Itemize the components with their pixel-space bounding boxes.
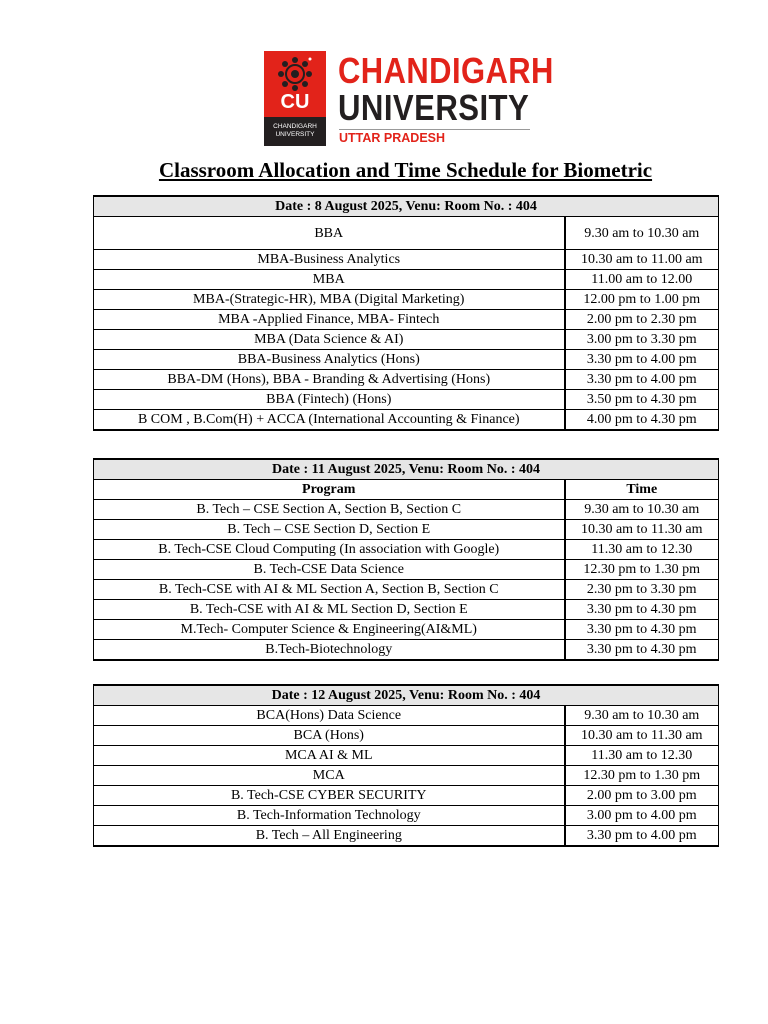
table-row — [94, 826, 719, 847]
time-cell: 10.30 am to 11.30 am — [565, 520, 719, 540]
schedule-table-aug-12 — [93, 684, 719, 847]
time-cell: 3.50 pm to 4.30 pm — [565, 390, 719, 410]
date-heading: Date : 12 August 2025, Venu: Room No. : 404 — [94, 685, 719, 706]
table-row — [94, 270, 719, 290]
time-cell: 3.30 pm to 4.00 pm — [565, 370, 719, 390]
program-cell: BBA-DM (Hons), BBA - Branding & Advertising (Hons) — [94, 370, 565, 390]
table-row — [94, 330, 719, 350]
program-cell: MCA AI & ML — [94, 746, 565, 766]
time-cell: 2.30 pm to 3.30 pm — [565, 580, 719, 600]
date-heading: Date : 8 August 2025, Venu: Room No. : 404 — [94, 196, 719, 217]
time-column-header: Time — [565, 480, 719, 500]
university-logo — [264, 50, 554, 146]
program-cell: B COM , B.Com(H) + ACCA (International Accounting & Finance) — [94, 410, 565, 431]
program-cell: B. Tech-CSE Data Science — [94, 560, 565, 580]
program-cell: BBA-Business Analytics (Hons) — [94, 350, 565, 370]
table-row — [94, 806, 719, 826]
logo-initials: CU — [280, 91, 310, 113]
table-row — [94, 640, 719, 661]
table-row — [94, 620, 719, 640]
logo-divider — [339, 129, 530, 130]
time-cell: 9.30 am to 10.30 am — [565, 217, 719, 250]
table-row — [94, 706, 719, 726]
program-cell: B.Tech-Biotechnology — [94, 640, 565, 661]
time-cell: 2.00 pm to 2.30 pm — [565, 310, 719, 330]
program-cell: MBA (Data Science & AI) — [94, 330, 565, 350]
table-row — [94, 726, 719, 746]
table-row — [94, 250, 719, 270]
time-cell: 4.00 pm to 4.30 pm — [565, 410, 719, 431]
table-row — [94, 786, 719, 806]
time-cell: 10.30 am to 11.00 am — [565, 250, 719, 270]
time-cell: 12.30 pm to 1.30 pm — [565, 560, 719, 580]
program-cell: MBA -Applied Finance, MBA- Fintech — [94, 310, 565, 330]
time-cell: 3.00 pm to 3.30 pm — [565, 330, 719, 350]
column-header-row — [94, 480, 719, 500]
program-cell: MCA — [94, 766, 565, 786]
date-heading: Date : 11 August 2025, Venu: Room No. : 404 — [94, 459, 719, 480]
table-row — [94, 540, 719, 560]
date-row — [94, 459, 719, 480]
program-cell: BCA(Hons) Data Science — [94, 706, 565, 726]
program-cell: BBA — [94, 217, 565, 250]
time-cell: 3.30 pm to 4.00 pm — [565, 826, 719, 847]
table-row — [94, 350, 719, 370]
table-row — [94, 370, 719, 390]
schedule-table-aug-8 — [93, 195, 719, 431]
logo-name-line2: UNIVERSITY — [338, 87, 530, 128]
table-row — [94, 600, 719, 620]
time-cell: 11.00 am to 12.00 — [565, 270, 719, 290]
program-cell: B. Tech-CSE with AI & ML Section D, Section E — [94, 600, 565, 620]
table-row — [94, 746, 719, 766]
time-cell: 12.30 pm to 1.30 pm — [565, 766, 719, 786]
logo-sub-line2: UNIVERSITY — [275, 131, 315, 138]
table-row — [94, 766, 719, 786]
logo-sub-line1: CHANDIGARH — [273, 123, 317, 130]
table-row — [94, 560, 719, 580]
table-row — [94, 217, 719, 250]
program-cell: M.Tech- Computer Science & Engineering(AI&ML) — [94, 620, 565, 640]
logo-name-line1: CHANDIGARH — [338, 50, 554, 91]
date-row — [94, 685, 719, 706]
time-cell: 3.30 pm to 4.30 pm — [565, 640, 719, 661]
table-row — [94, 520, 719, 540]
program-column-header: Program — [94, 480, 565, 500]
table-row — [94, 410, 719, 431]
program-cell: BCA (Hons) — [94, 726, 565, 746]
logo-emblem-box — [264, 51, 326, 146]
cu-emblem-icon — [277, 56, 313, 92]
table-row — [94, 500, 719, 520]
time-cell: 3.30 pm to 4.00 pm — [565, 350, 719, 370]
program-cell: B. Tech – CSE Section D, Section E — [94, 520, 565, 540]
time-cell: 11.30 am to 12.30 — [565, 746, 719, 766]
time-cell: 10.30 am to 11.30 am — [565, 726, 719, 746]
program-cell: B. Tech – CSE Section A, Section B, Section C — [94, 500, 565, 520]
page-title: Classroom Allocation and Time Schedule for Biometric — [158, 158, 653, 182]
time-cell: 2.00 pm to 3.00 pm — [565, 786, 719, 806]
table-row — [94, 580, 719, 600]
time-cell: 11.30 am to 12.30 — [565, 540, 719, 560]
program-cell: B. Tech – All Engineering — [94, 826, 565, 847]
logo-campus: UTTAR PRADESH — [339, 131, 446, 145]
time-cell: 12.00 pm to 1.00 pm — [565, 290, 719, 310]
time-cell: 3.30 pm to 4.30 pm — [565, 620, 719, 640]
program-cell: B. Tech-Information Technology — [94, 806, 565, 826]
program-cell: B. Tech-CSE with AI & ML Section A, Section B, Section C — [94, 580, 565, 600]
program-cell: B. Tech-CSE Cloud Computing (In association with Google) — [94, 540, 565, 560]
program-cell: BBA (Fintech) (Hons) — [94, 390, 565, 410]
time-cell: 3.30 pm to 4.30 pm — [565, 600, 719, 620]
time-cell: 9.30 am to 10.30 am — [565, 706, 719, 726]
logo-sub-text — [264, 117, 326, 146]
time-cell: 3.00 pm to 4.00 pm — [565, 806, 719, 826]
program-cell: MBA-Business Analytics — [94, 250, 565, 270]
program-cell: B. Tech-CSE CYBER SECURITY — [94, 786, 565, 806]
table-row — [94, 290, 719, 310]
schedule-table-aug-11 — [93, 458, 719, 661]
table-row — [94, 310, 719, 330]
program-cell: MBA-(Strategic-HR), MBA (Digital Marketing) — [94, 290, 565, 310]
time-cell: 9.30 am to 10.30 am — [565, 500, 719, 520]
program-cell: MBA — [94, 270, 565, 290]
table-row — [94, 390, 719, 410]
date-row — [94, 196, 719, 217]
